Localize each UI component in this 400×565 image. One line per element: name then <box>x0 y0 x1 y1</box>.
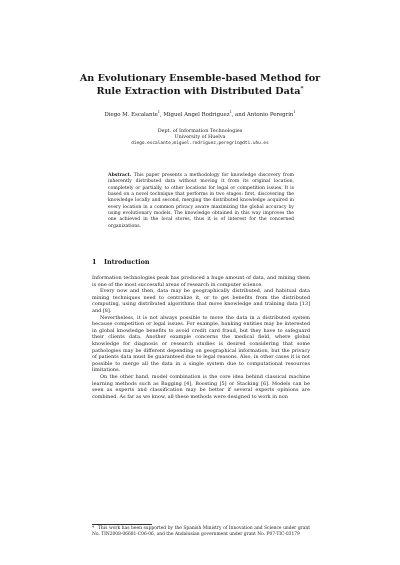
body-paragraph: On the other hand, model combination is the core idea behind classical machine learning methods such as Bagging [4], Boosting [5] or Stacking [6]. Models can be seen as experts and classification may be better if several experts opinions are combined. As far as we know, all these methods were designed to work in non <box>92 373 310 400</box>
affiliation-university: University of Huelva <box>174 134 226 141</box>
footnote-mark: * <box>92 526 95 531</box>
author-name: Miguel Angel Rodriguez <box>163 112 230 118</box>
title-footnote-mark: * <box>300 85 304 92</box>
section-heading <box>92 258 312 266</box>
author-affil-mark: 1 <box>293 110 296 115</box>
footnote-rule <box>92 524 152 525</box>
section-title: Introduction <box>104 258 150 266</box>
abstract-text: This paper presents a methodology for knowledge discovery from inherently distributed data without moving it from its original location, completely or partially, to other locations for legal or competition issues. It is based on a novel technique that performs in two stages: first, discovering the knowledge locally and second, merging the distributed knowledge acquired in every location in a common privacy aware maximizing the global accuracy by using evolutionary models. The knowledge obtained in this way improves the one achieved in the local stores, thus it is of interest for the concerned organizations. <box>108 173 294 229</box>
abstract <box>108 173 294 230</box>
footnote <box>92 526 310 538</box>
title-line-2 <box>60 85 340 98</box>
body-paragraph: Every now and then, data may be geographically distributed, and habitual data mining techniques need to centralize it, or to get benefits from the distributed computing, using distributed algorithms that move knowledge and training data [13] and [8]. <box>92 288 310 314</box>
abstract-label: Abstract. <box>108 173 132 178</box>
paper-title <box>60 72 340 98</box>
body-paragraph: Nevertheless, it is not always possible to move the data in a distributed system because competition or legal issues. For example, banking entities may be interested in global knowledge benefits to avoid credit card fraud, but they have to safeguard their clients data. Another example concerns the medical field, where global knowledge for diagnosis or research studies is desired considering that some pathologies may be different depending on geographical information, but the privacy of patients data must be guaranteed due to legal reasons. Also, in other cases it is not possible to merge all the data in a single system due to computational resources limitations. <box>92 314 310 374</box>
affiliation <box>60 128 340 147</box>
author-separator: , and <box>231 112 247 118</box>
author-separator: , <box>159 112 164 118</box>
author-name: Diego M. Escalante <box>104 112 158 118</box>
footnote-text: This work has been supported by the Spanish Ministry of Innovation and Science under grant No. TIN2008-06681-C06-06, and the Andalusian government under grant No. P07-TIC-03179 <box>92 526 310 537</box>
author-list <box>40 112 360 119</box>
author-affil-mark: 1 <box>157 110 160 115</box>
section-number: 1 <box>92 258 97 266</box>
body-text <box>92 275 310 400</box>
affiliation-dept: Dept. of Information Technologies <box>157 128 243 134</box>
author-name: Antonio Peregrin <box>246 112 294 118</box>
affiliation-emails: diego.escalante,miguel.rodriguez,peregrin@dti.uhu.es <box>131 140 269 146</box>
title-line-1: An Evolutionary Ensemble-based Method for <box>79 73 321 84</box>
author-affil-mark: 1 <box>229 110 232 115</box>
body-paragraph: Information technologies peak has produced a huge amount of data, and mining them is one of the most successful areas of research in computer science. <box>92 275 310 288</box>
title-line-2-text: Rule Extraction with Distributed Data <box>96 86 301 97</box>
